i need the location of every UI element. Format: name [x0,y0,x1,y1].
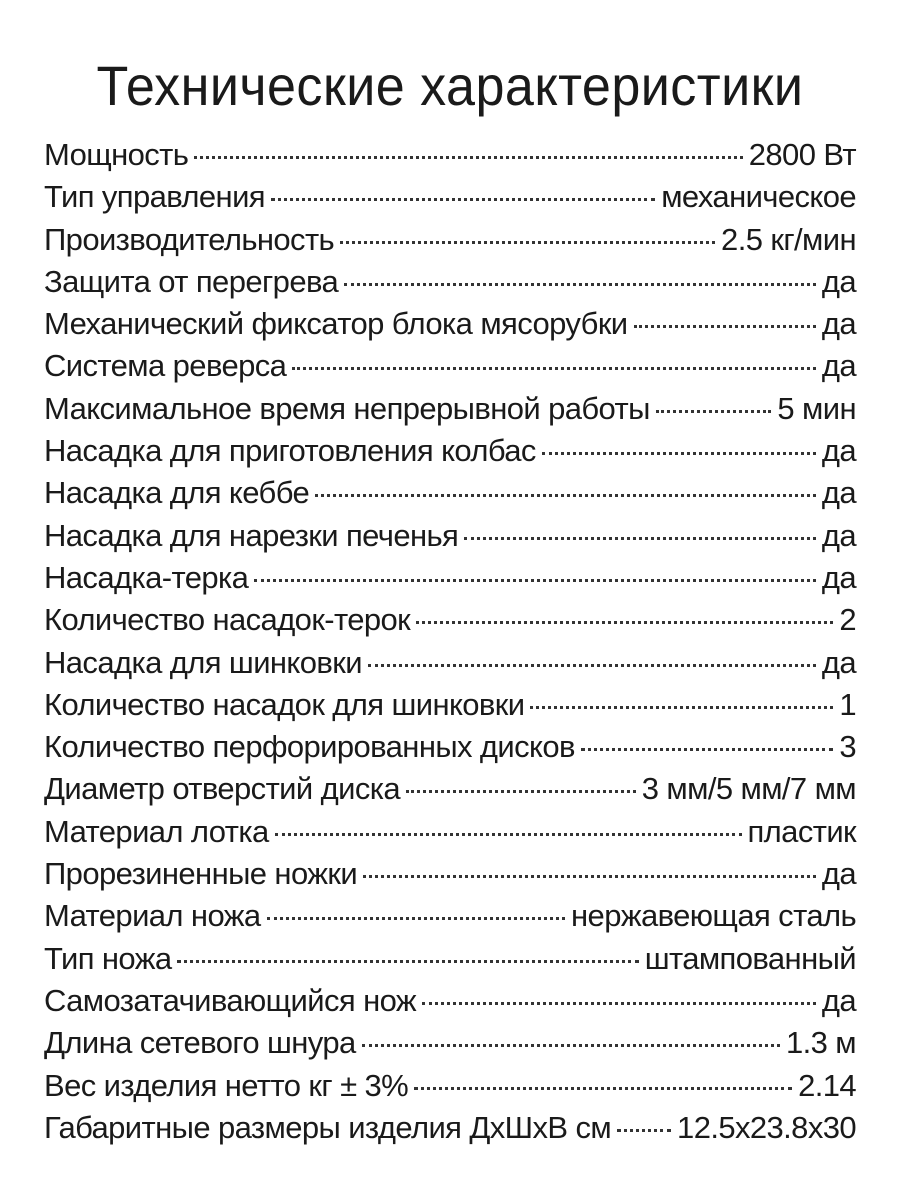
spec-value: нержавеющая сталь [571,898,856,934]
spec-label: Мощность [44,137,189,172]
spec-row [44,980,856,1022]
spec-label: Диаметр отверстий диска [44,771,401,807]
dotted-leader [464,537,816,540]
dotted-leader [292,367,816,370]
spec-value: да [821,475,856,511]
spec-value: да [821,348,856,384]
spec-value: штампованный [644,940,856,976]
spec-row [44,515,856,557]
dotted-leader [194,156,742,159]
spec-label: Насадка для шинковки [44,644,362,680]
spec-value: механическое [661,179,856,215]
dotted-leader [656,410,772,413]
spec-row [44,726,856,768]
spec-value: да [821,433,856,469]
spec-value: 2.14 [798,1067,856,1103]
dotted-leader [362,1044,780,1047]
spec-label: Материал ножа [44,898,261,934]
spec-row [44,261,856,303]
spec-row [44,853,856,895]
spec-row [44,1107,856,1149]
dotted-leader [406,790,636,793]
spec-label: Механический фиксатор блока мясорубки [44,306,628,342]
spec-value: 3 мм/5 мм/7 мм [641,771,856,807]
spec-value: да [821,263,856,299]
spec-row [44,176,856,218]
spec-value: да [821,982,856,1018]
spec-value: 1 [839,686,856,722]
spec-value: да [821,559,856,595]
spec-row [44,472,856,514]
spec-value: 2 [839,602,856,638]
spec-label: Тип управления [44,179,265,215]
spec-label: Количество перфорированных дисков [44,729,575,765]
spec-value: 5 мин [777,390,856,426]
dotted-leader [581,748,833,751]
spec-value: пластик [747,813,856,849]
dotted-leader [275,833,742,836]
spec-row [44,303,856,345]
spec-label: Насадка для нарезки печенья [44,517,459,553]
spec-label: Вес изделия нетто кг ± 3% [44,1067,409,1103]
dotted-leader [271,198,655,201]
dotted-leader [177,960,638,963]
dotted-leader [414,1087,792,1090]
spec-value: да [821,517,856,553]
spec-label: Длина сетевого шнура [44,1025,356,1061]
spec-value: 2800 Вт [748,137,856,172]
spec-row [44,430,856,472]
spec-label: Защита от перегрева [44,263,339,299]
spec-label: Количество насадок для шинковки [44,686,525,722]
spec-row [44,811,856,853]
spec-row [44,134,856,176]
dotted-leader [344,283,816,286]
spec-label: Материал лотка [44,813,269,849]
spec-list [44,134,856,1149]
spec-value: да [821,856,856,892]
spec-label: Количество насадок-терок [44,602,411,638]
dotted-leader [368,664,816,667]
spec-label: Прорезиненные ножки [44,856,358,892]
dotted-leader [254,579,816,582]
dotted-leader [416,621,833,624]
dotted-leader [422,1002,816,1005]
spec-row [44,1022,856,1064]
spec-value: 12.5х23.8х30 [677,1109,856,1145]
spec-label: Максимальное время непрерывной работы [44,390,650,426]
spec-label: Насадка для кеббе [44,475,310,511]
spec-row [44,895,856,937]
spec-row [44,642,856,684]
spec-row [44,345,856,387]
spec-value: 2.5 кг/мин [721,221,856,257]
spec-label: Система реверса [44,348,287,384]
spec-row [44,1065,856,1107]
dotted-leader [634,325,816,328]
spec-label: Габаритные размеры изделия ДхШхВ см [44,1109,612,1145]
dotted-leader [315,494,816,497]
spec-label: Насадка-терка [44,559,249,595]
dotted-leader [542,452,816,455]
spec-row [44,938,856,980]
dotted-leader [340,241,715,244]
spec-row [44,219,856,261]
spec-row [44,684,856,726]
dotted-leader [530,706,833,709]
spec-value: да [821,644,856,680]
dotted-leader [267,917,566,920]
page-title: Технические характеристики [96,54,804,117]
dotted-leader [363,875,816,878]
spec-row [44,388,856,430]
spec-label: Насадка для приготовления колбас [44,433,536,469]
dotted-leader [617,1129,671,1132]
spec-label: Тип ножа [44,940,172,976]
spec-row [44,557,856,599]
spec-value: 3 [839,729,856,765]
spec-value: да [821,306,856,342]
spec-value: 1.3 м [785,1025,856,1061]
spec-label: Самозатачивающийся нож [44,982,417,1018]
spec-label: Производительность [44,221,335,257]
spec-row [44,599,856,641]
spec-row [44,768,856,810]
